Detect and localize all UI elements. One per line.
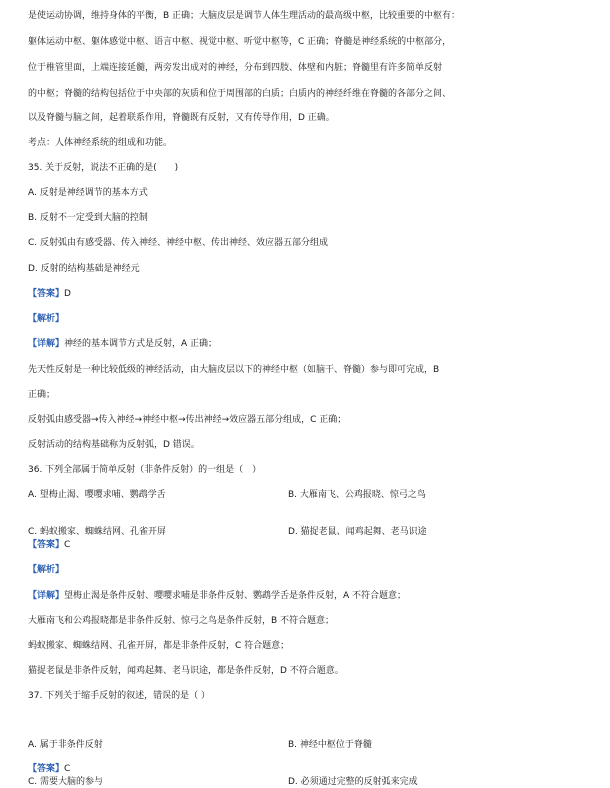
detail-tag: 【详解】 <box>28 591 65 601</box>
answer-tag: 【答案】 <box>28 540 65 550</box>
answer-value: C <box>64 540 71 550</box>
document-page <box>28 0 596 787</box>
text-line: 是使运动协调，维持身体的平衡，B 正确；大脑皮层是调节人体生理活动的最高级中枢，比较重要的中枢有： <box>28 11 461 21</box>
text-line: 躯体运动中枢、躯体感觉中枢、语言中枢、视觉中枢、听觉中枢等，C 正确；脊髓是神经系统的中枢部分， <box>28 37 452 47</box>
question-36: 36. 下列全部属于简单反射（非条件反射）的一组是（ ） <box>28 465 262 475</box>
answer-tag: 【答案】 <box>28 289 65 299</box>
detail-35 <box>28 338 217 350</box>
answer-35 <box>28 288 71 300</box>
option-37-d: D. 必须通过完整的反射弧来完成 <box>288 777 418 787</box>
option-36-a: A. 望梅止渴、嘤嘤求哺、鹦鹉学舌 <box>28 490 166 500</box>
answer-value: D <box>64 289 71 299</box>
options-row-36-ab <box>28 489 588 501</box>
question-35: 35. 关于反射，说法不正确的是( ) <box>28 163 179 173</box>
options-row-37-ab <box>28 739 588 751</box>
answer-value: C <box>64 764 71 774</box>
options-row-36-cd <box>28 526 588 538</box>
detail-36 <box>28 590 406 602</box>
text-line: 蚂蚁搬家、蜘蛛结网、孔雀开屏，都是非条件反射，C 符合题意； <box>28 641 290 651</box>
text-line: 正确； <box>28 390 56 400</box>
option-35-b: B. 反射不一定受到大脑的控制 <box>28 213 148 223</box>
text-span: 以及脊髓与脑之间，起着联系作用，脊髓既有反射，又有传导作用，D 正确。 <box>28 113 335 123</box>
options-row-37-cd <box>28 776 588 788</box>
text-line: 的中枢；脊髓的结构包括位于中央部的灰质和位于周围部的白质；白质内的神经纤维在脊髓的各部分之间、 <box>28 89 452 99</box>
answer-37 <box>28 763 70 775</box>
text-line: 考点：人体神经系统的组成和功能。 <box>28 138 173 148</box>
analysis-tag: 【解析】 <box>28 565 65 575</box>
text-line <box>28 112 335 124</box>
text-line: 反射活动的结构基础称为反射弧，D 错误。 <box>28 440 200 450</box>
detail-text: 望梅止渴是条件反射、嘤嘤求哺是非条件反射、鹦鹉学舌是条件反射，A 不符合题意； <box>64 591 407 601</box>
option-37-b: B. 神经中枢位于脊髓 <box>288 740 372 750</box>
text-line: 先天性反射是一种比较低级的神经活动，由大脑皮层以下的神经中枢（如脑干、脊髓）参与即可完成，B <box>28 365 440 375</box>
analysis-35 <box>28 313 64 325</box>
analysis-tag: 【解析】 <box>28 314 65 324</box>
option-37-c: C. 需要大脑的参与 <box>28 777 104 787</box>
option-35-c: C. 反射弧由有感受器、传入神经、神经中枢、传出神经、效应器五部分组成 <box>28 238 329 248</box>
text-line: 反射弧由感受器→传入神经→神经中枢→传出神经→效应器五部分组成，C 正确； <box>28 415 347 425</box>
detail-text: 神经的基本调节方式是反射，A 正确； <box>64 339 218 349</box>
answer-tag: 【答案】 <box>28 764 65 774</box>
option-36-b: B. 大雁南飞、公鸡报晓、惊弓之鸟 <box>288 490 426 500</box>
option-36-d: D. 猫捉老鼠、闻鸡起舞、老马识途 <box>288 527 427 537</box>
question-37: 37. 下列关于缩手反射的叙述，错误的是（ ） <box>28 691 211 701</box>
text-line: 猫捉老鼠是非条件反射，闻鸡起舞、老马识途，都是条件反射，D 不符合题意。 <box>28 666 344 676</box>
text-line: 位于椎管里面，上端连接延髓，两旁发出成对的神经，分布到四肢、体壁和内脏；脊髓里有许多简单反射 <box>28 63 443 73</box>
option-35-a: A. 反射是神经调节的基本方式 <box>28 188 148 198</box>
analysis-36 <box>28 564 64 576</box>
detail-tag: 【详解】 <box>28 339 65 349</box>
option-35-d: D. 反射的结构基础是神经元 <box>28 264 140 274</box>
answer-36 <box>28 539 70 551</box>
text-line: 大雁南飞和公鸡报晓都是非条件反射、惊弓之鸟是条件反射，B 不符合题意； <box>28 616 335 626</box>
option-36-c: C. 蚂蚁搬家、蜘蛛结网、孔雀开屏 <box>28 527 167 537</box>
option-37-a: A. 属于非条件反射 <box>28 740 103 750</box>
